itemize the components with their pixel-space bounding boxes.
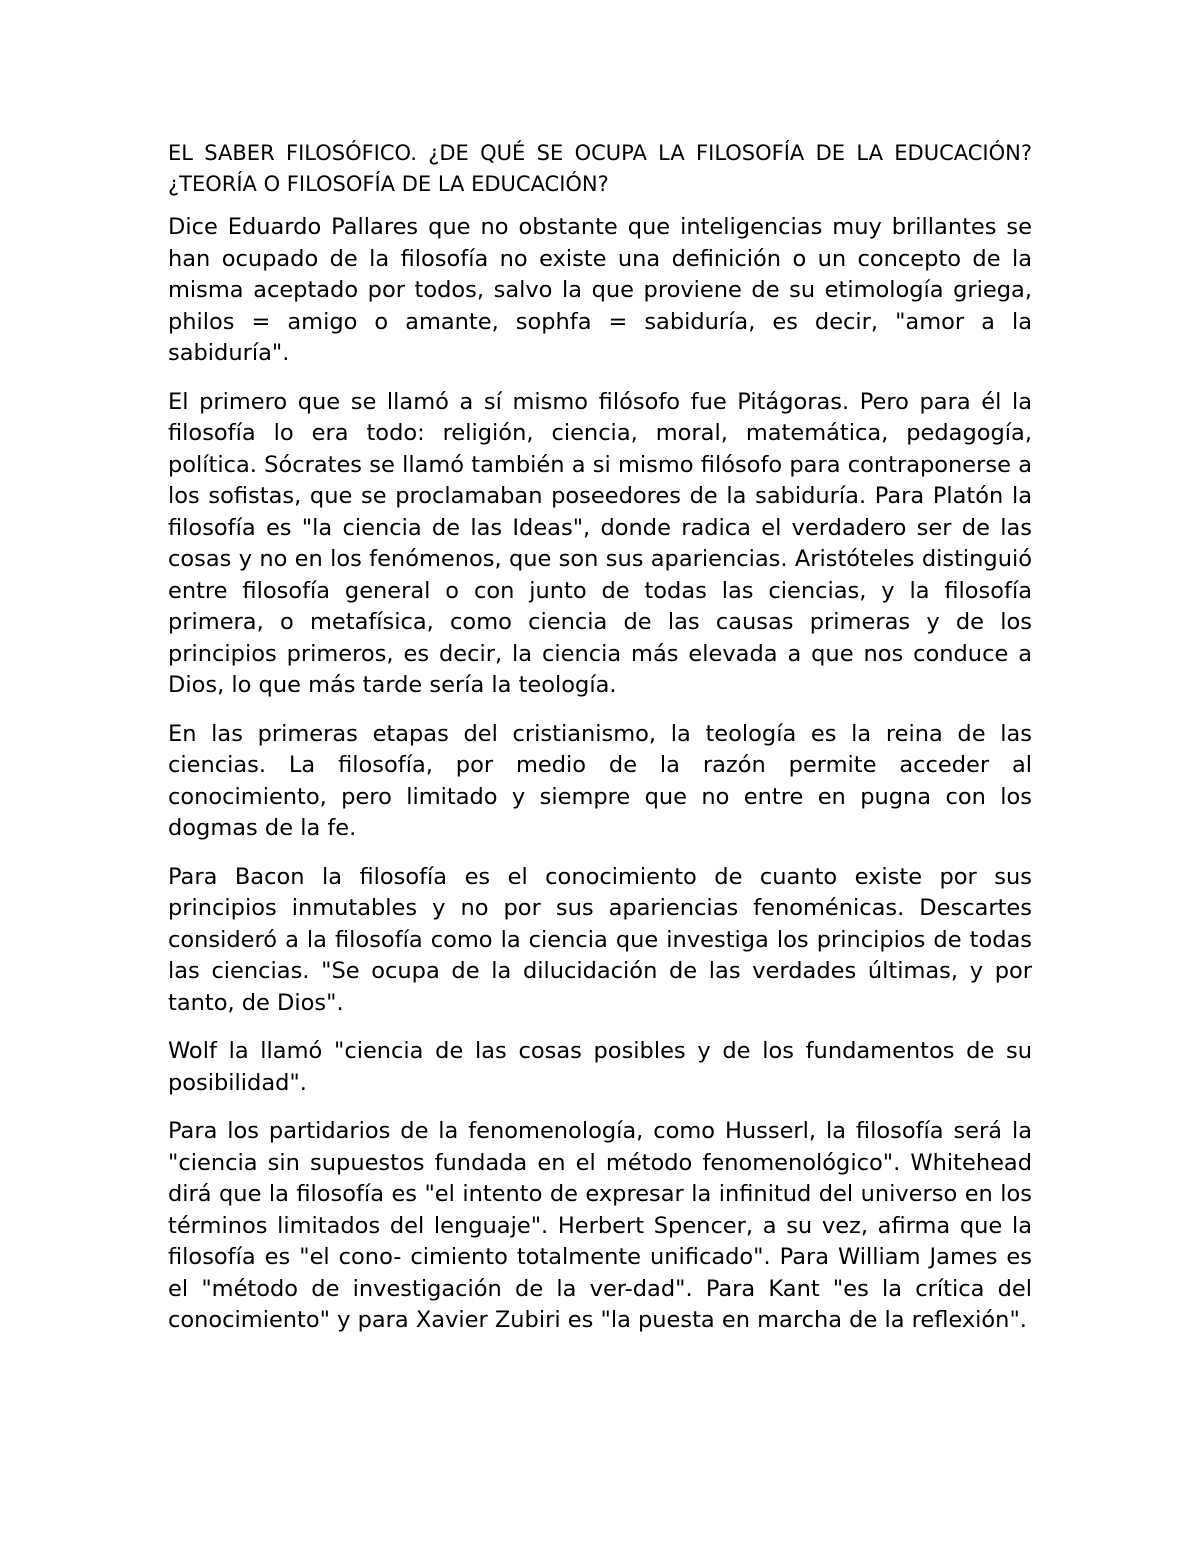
document-page (168, 138, 1032, 1354)
paragraph-modern-definitions: Para los partidarios de la fenomenología, como Husserl, la filosofía será la "ciencia sin supuestos fundada en el método fenomenológico". Whitehead dirá que la filosofía es "el intento de expresar la infinitud del universo en los términos limitados del lenguaje". Herbert Spencer, a su vez, afirma que la filosofía es "el cono- cimiento totalmente unificado". Para William James es el "método de investigación de la ver-dad". Para Kant "es la crítica del conocimiento" y para Xavier Zubiri es "la puesta en marcha de la reflexión". (168, 1118, 1032, 1333)
document-title: EL SABER FILOSÓFICO. ¿DE QUÉ SE OCUPA LA FILOSOFÍA DE LA EDUCACIÓN? ¿TEORÍA O FILOSOFÍA DE LA EDUCACIÓN? (168, 141, 1032, 196)
paragraph-bacon-descartes: Para Bacon la filosofía es el conocimiento de cuanto existe por sus principios inmutables y no por sus apariencias fenoménicas. Descartes consideró a la filosofía como la ciencia que investiga los principios de todas las ciencias. "Se ocupa de la dilucidación de las verdades últimas, y por tanto, de Dios". (168, 863, 1032, 1016)
paragraph-christianity: En las primeras etapas del cristianismo, la teología es la reina de las ciencias. La filosofía, por medio de la razón permite acceder al conocimiento, pero limitado y siempre que no entre en pugna con los dogmas de la fe. (168, 720, 1032, 841)
paragraph-etymology: Dice Eduardo Pallares que no obstante que inteligencias muy brillantes se han ocupado de la filosofía no existe una definición o un concepto de la misma aceptado por todos, salvo la que proviene de su etimología griega, philos = amigo o amante, sophfa = sabiduría, es decir, "amor a la sabiduría". (168, 214, 1032, 366)
paragraph-wolf: Wolf la llamó "ciencia de las cosas posibles y de los fundamentos de su posibilidad". (168, 1038, 1032, 1096)
paragraph-greek-philosophers: El primero que se llamó a sí mismo filósofo fue Pitágoras. Pero para él la filosofía lo era todo: religión, ciencia, moral, matemática, pedagogía, política. Sócrates se llamó también a si mismo filósofo para contraponerse a los sofistas, que se proclamaban poseedores de la sabiduría. Para Platón la filosofía es "la ciencia de las Ideas", donde radica el verdadero ser de las cosas y no en los fenómenos, que son sus apariencias. Aristóteles distinguió entre filosofía general o con junto de todas las ciencias, y la filosofía primera, o metafísica, como ciencia de las causas primeras y de los principios primeros, es decir, la ciencia más elevada a que nos conduce a Dios, lo que más tarde sería la teología. (168, 388, 1032, 698)
